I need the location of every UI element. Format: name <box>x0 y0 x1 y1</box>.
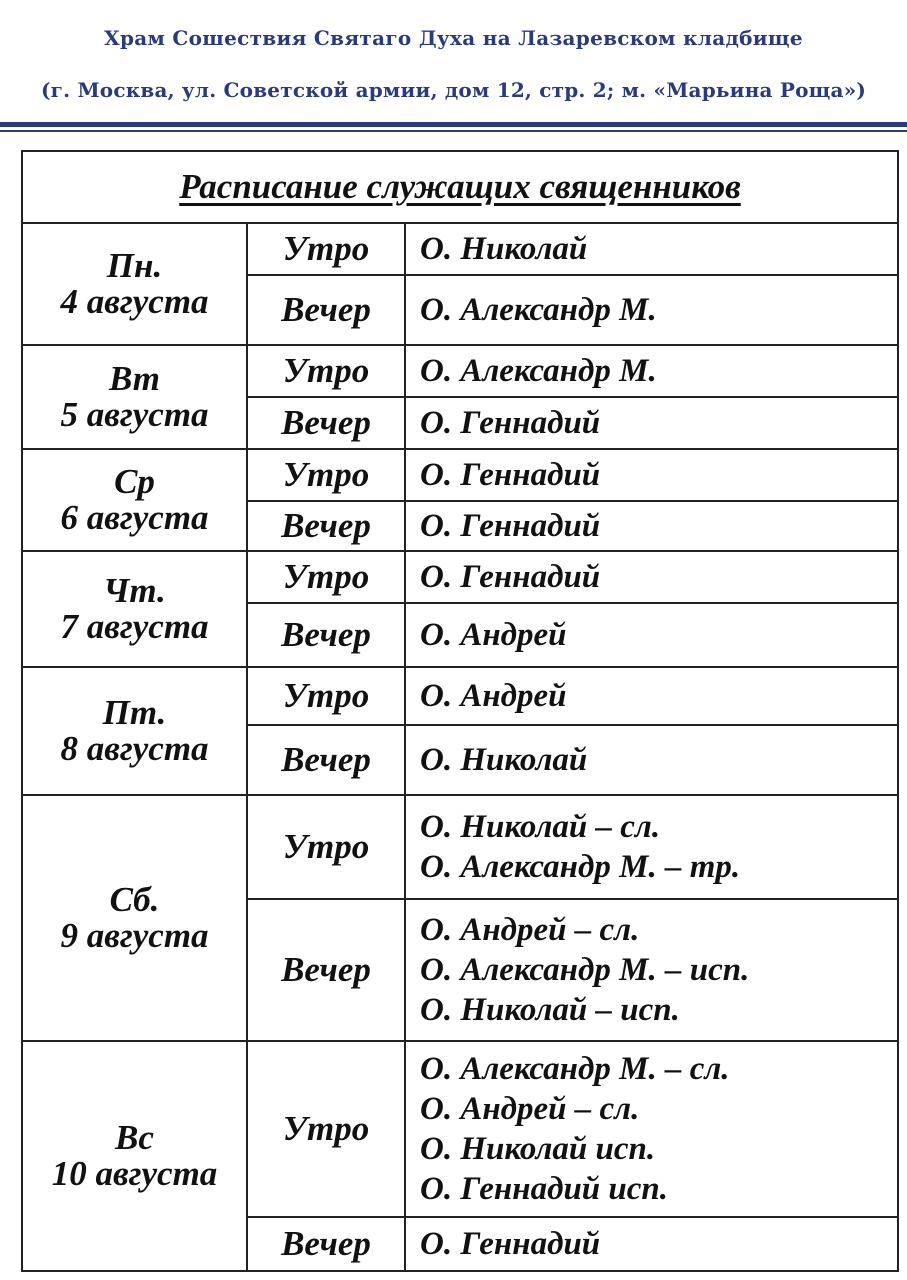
day-cell <box>22 551 247 667</box>
day-date: 8 августа <box>60 729 209 768</box>
header-divider-thick <box>0 122 907 127</box>
priest-name: О. Геннадий <box>420 405 601 441</box>
schedule-title: Расписание служащих священников <box>179 167 741 206</box>
priest-name: О. Геннадий <box>420 1226 601 1262</box>
service-time: Вечер <box>247 397 405 449</box>
priests-cell <box>405 275 898 345</box>
day-name: Пт. <box>102 693 167 732</box>
church-address: (г. Москва, ул. Советской армии, дом 12, стр. 2; м. «Марьина Роща») <box>41 78 866 102</box>
day-cell <box>22 345 247 449</box>
service-time: Утро <box>247 795 405 899</box>
service-time: Утро <box>247 1041 405 1217</box>
day-cell <box>22 449 247 551</box>
day-date: 5 августа <box>60 395 209 434</box>
day-cell <box>22 667 247 795</box>
day-date: 6 августа <box>60 498 209 537</box>
service-time: Вечер <box>247 501 405 551</box>
schedule-row <box>22 345 898 397</box>
day-name: Вт <box>109 359 160 398</box>
service-time: Утро <box>247 551 405 603</box>
priest-name: О. Андрей – сл. <box>420 1091 640 1127</box>
priest-name: О. Геннадий <box>420 457 601 493</box>
priest-name: О. Александр М. – сл. <box>420 1051 730 1087</box>
day-cell <box>22 223 247 345</box>
priests-cell <box>405 223 898 275</box>
schedule-row <box>22 223 898 275</box>
service-time: Вечер <box>247 275 405 345</box>
schedule-row <box>22 795 898 899</box>
day-date: 9 августа <box>60 916 209 955</box>
title-cell <box>22 151 898 223</box>
priest-name: О. Александр М. – тр. <box>420 849 741 885</box>
day-name: Ср <box>114 462 155 501</box>
schedule-row <box>22 551 898 603</box>
priest-name: О. Андрей <box>420 617 567 653</box>
priest-name: О. Андрей – сл. <box>420 912 640 948</box>
service-time: Утро <box>247 223 405 275</box>
day-name: Вс <box>115 1118 154 1157</box>
priest-name: О. Николай – сл. <box>420 809 661 845</box>
priests-cell <box>405 899 898 1041</box>
priest-name: О. Александр М. <box>420 292 657 328</box>
schedule-row <box>22 1041 898 1217</box>
priests-cell <box>405 345 898 397</box>
priest-name: О. Александр М. – исп. <box>420 952 750 988</box>
day-cell <box>22 795 247 1041</box>
priests-cell <box>405 551 898 603</box>
priest-name: О. Николай исп. <box>420 1131 656 1167</box>
day-name: Чт. <box>103 571 166 610</box>
service-time: Вечер <box>247 899 405 1041</box>
priests-cell <box>405 397 898 449</box>
priest-name: О. Андрей <box>420 678 567 714</box>
priests-cell <box>405 1217 898 1271</box>
priest-name: О. Александр М. <box>420 353 657 389</box>
priests-cell <box>405 501 898 551</box>
day-cell <box>22 1041 247 1271</box>
priests-cell <box>405 603 898 667</box>
priest-schedule-table <box>21 150 899 1272</box>
header-divider-thin <box>0 130 907 132</box>
priest-name: О. Николай <box>420 231 588 267</box>
priests-cell <box>405 725 898 795</box>
day-date: 10 августа <box>51 1154 218 1193</box>
priests-cell <box>405 795 898 899</box>
priest-name: О. Николай <box>420 742 588 778</box>
page-header <box>0 0 907 135</box>
priest-name: О. Геннадий исп. <box>420 1171 668 1207</box>
priest-name: О. Геннадий <box>420 508 601 544</box>
church-name: Храм Сошествия Святаго Духа на Лазаревском кладбище <box>104 26 803 50</box>
service-time: Вечер <box>247 725 405 795</box>
title-row <box>22 151 898 223</box>
service-time: Вечер <box>247 1217 405 1271</box>
priests-cell <box>405 667 898 725</box>
day-name: Сб. <box>109 880 160 919</box>
priest-name: О. Николай – исп. <box>420 992 680 1028</box>
day-date: 7 августа <box>60 607 209 646</box>
priests-cell <box>405 449 898 501</box>
service-time: Утро <box>247 667 405 725</box>
service-time: Утро <box>247 345 405 397</box>
schedule-row <box>22 449 898 501</box>
service-time: Утро <box>247 449 405 501</box>
day-name: Пн. <box>106 246 163 285</box>
schedule-row <box>22 667 898 725</box>
priests-cell <box>405 1041 898 1217</box>
priest-name: О. Геннадий <box>420 559 601 595</box>
day-date: 4 августа <box>60 282 209 321</box>
service-time: Вечер <box>247 603 405 667</box>
